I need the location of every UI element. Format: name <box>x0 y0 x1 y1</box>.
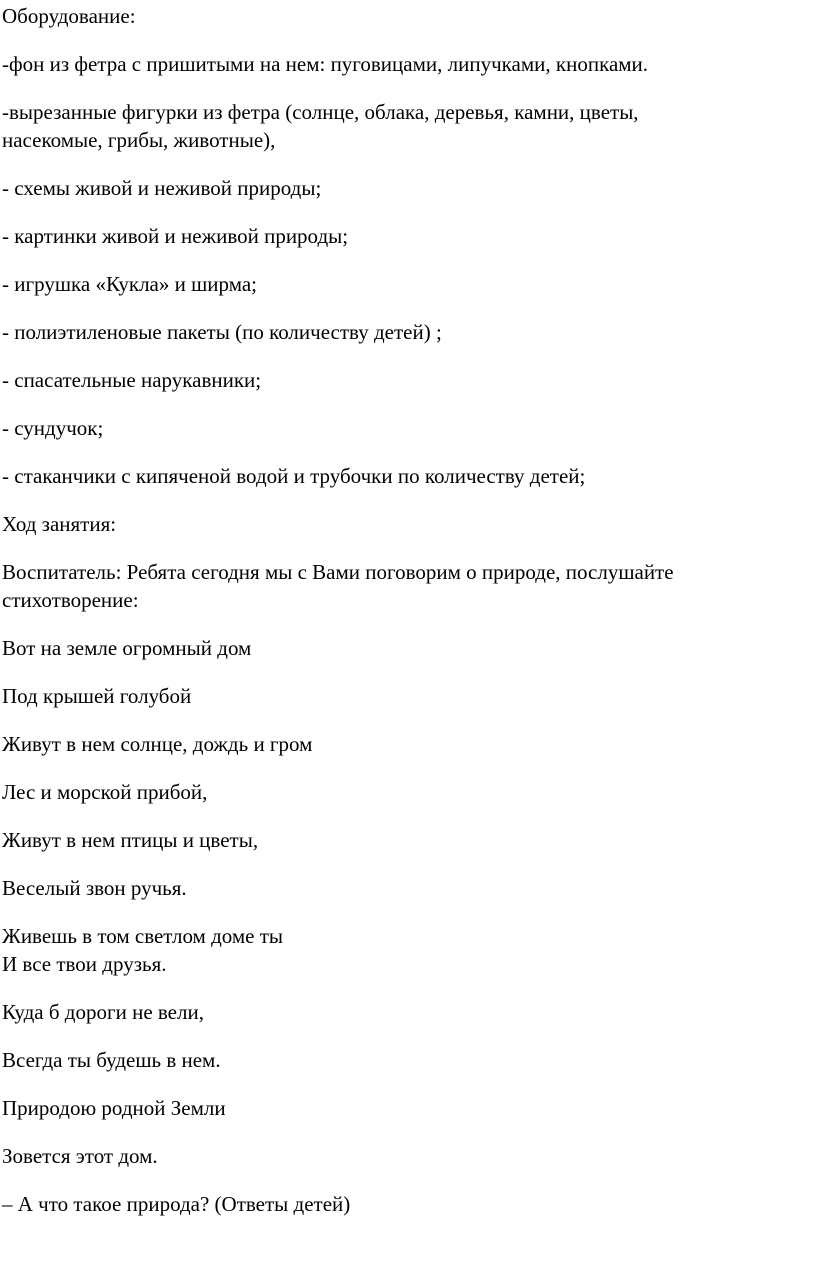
equipment-item-doll: - игрушка «Кукла» и ширма; <box>2 272 258 296</box>
poem-line: Зовется этот дом. <box>2 1144 158 1168</box>
poem-line: Всегда ты будешь в нем. <box>2 1048 221 1072</box>
poem-line: Живут в нем солнце, дождь и гром <box>2 732 313 756</box>
heading-equipment: Оборудование: <box>2 4 136 28</box>
poem-line: Веселый звон ручья. <box>2 876 187 900</box>
equipment-item-pictures: - картинки живой и неживой природы; <box>2 224 349 248</box>
equipment-item-bags: - полиэтиленовые пакеты (по количеству детей) ; <box>2 320 442 344</box>
heading-lesson-flow: Ход занятия: <box>2 512 117 536</box>
poem-line: Живешь в том светлом доме ты И все твои друзья. <box>2 924 284 976</box>
poem-line: Куда б дороги не вели, <box>2 1000 204 1024</box>
poem-line: Под крышей голубой <box>2 684 192 708</box>
equipment-item-cups: - стаканчики с кипяченой водой и трубочки по количеству детей; <box>2 464 586 488</box>
equipment-item-felt-figures: -вырезанные фигурки из фетра (солнце, облака, деревья, камни, цветы, насекомые, грибы, животные), <box>2 100 639 152</box>
equipment-item-armbands: - спасательные нарукавники; <box>2 368 262 392</box>
equipment-item-felt-background: -фон из фетра с пришитыми на нем: пуговицами, липучками, кнопками. <box>2 52 649 76</box>
poem-line: Лес и морской прибой, <box>2 780 208 804</box>
question-line: – А что такое природа? (Ответы детей) <box>2 1192 351 1216</box>
equipment-item-schemes: - схемы живой и неживой природы; <box>2 176 322 200</box>
equipment-item-chest: - сундучок; <box>2 416 104 440</box>
poem-line: Живут в нем птицы и цветы, <box>2 828 259 852</box>
poem-line: Вот на земле огромный дом <box>2 636 252 660</box>
poem-line: Природою родной Земли <box>2 1096 226 1120</box>
teacher-intro: Воспитатель: Ребята сегодня мы с Вами поговорим о природе, послушайте стихотворение: <box>2 560 674 612</box>
